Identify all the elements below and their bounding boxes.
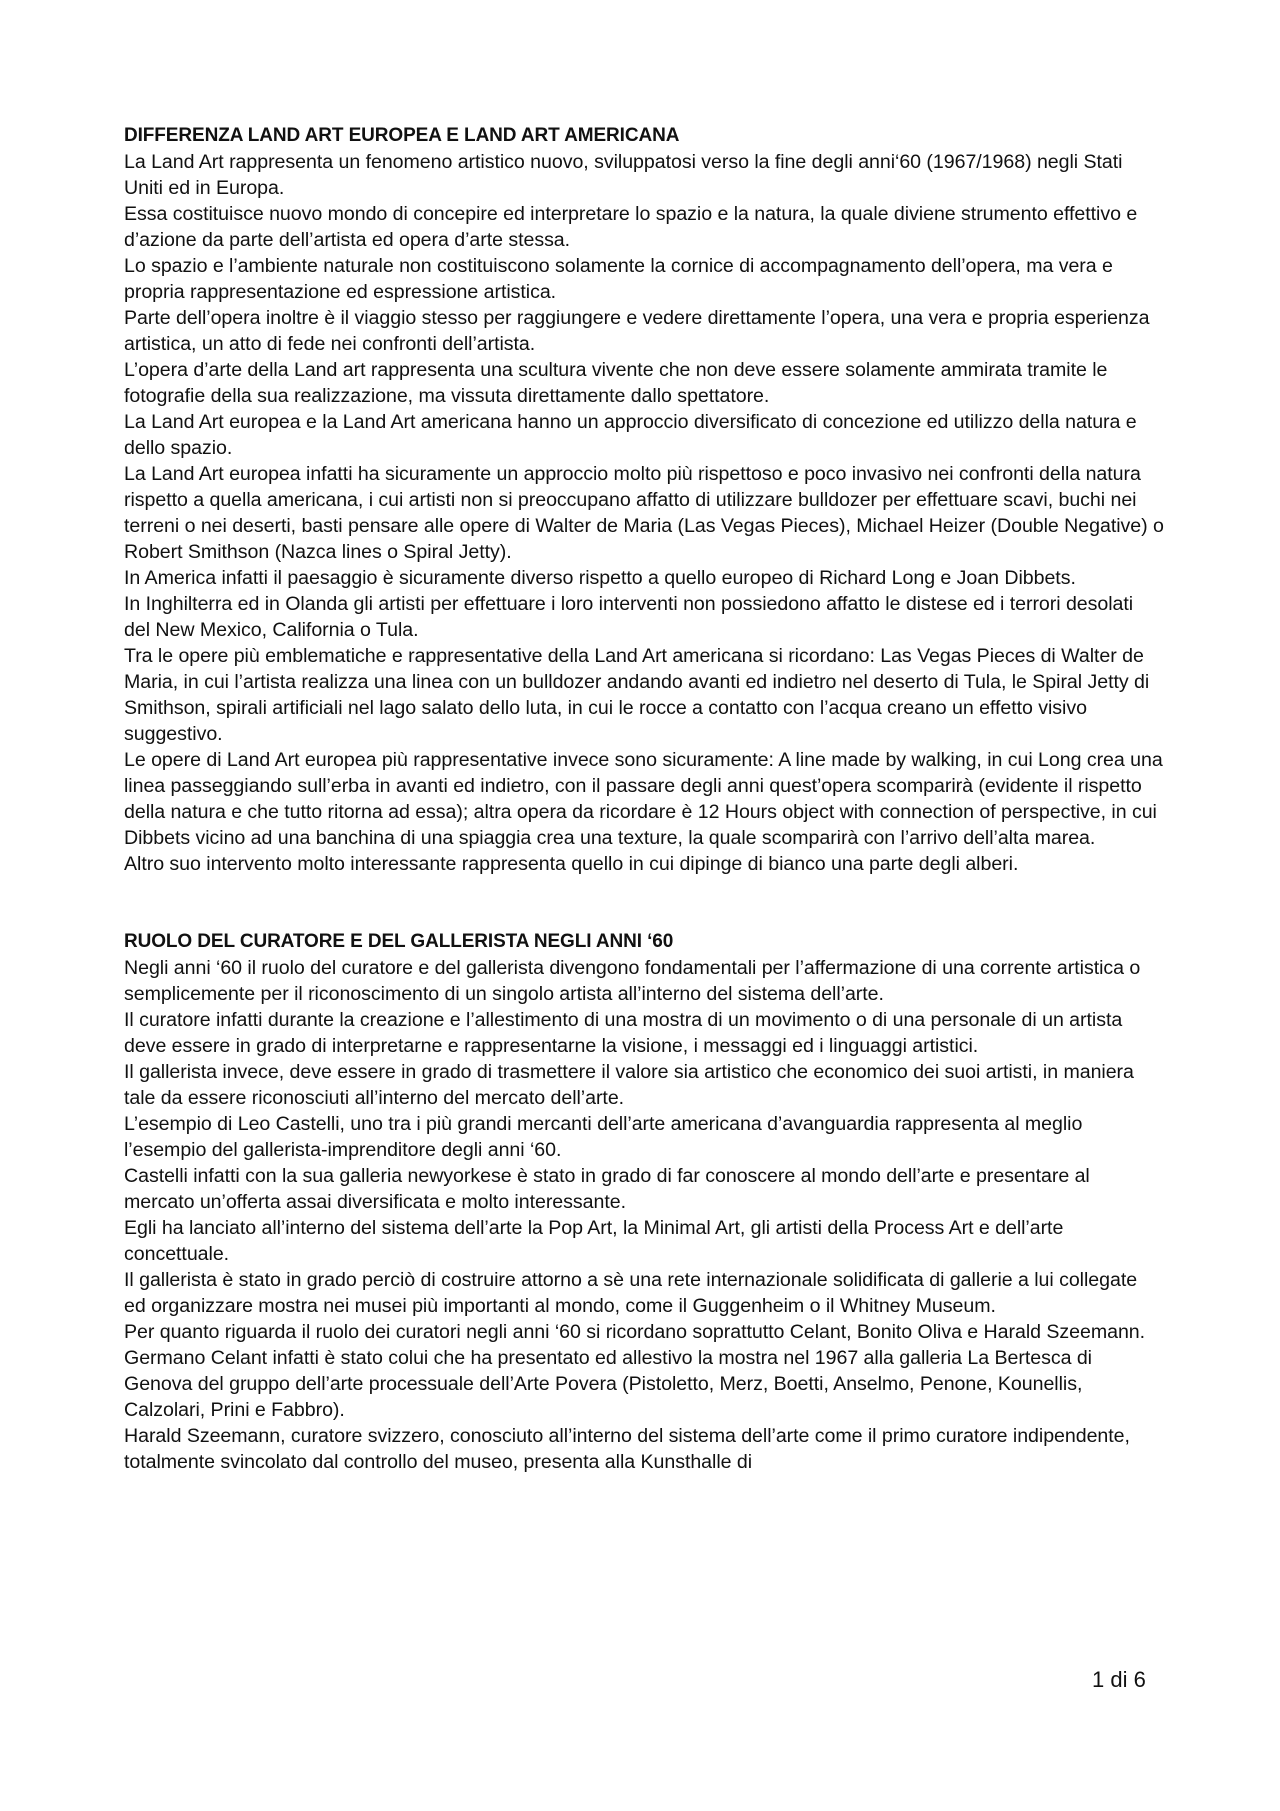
paragraph: La Land Art rappresenta un fenomeno artistico nuovo, sviluppatosi verso la fine degli anni‘60 (1967/1968) negli Stati Uniti ed in Europa.	[124, 151, 1123, 199]
paragraph: Castelli infatti con la sua galleria newyorkese è stato in grado di far conoscere al mondo dell’arte e presentare al mercato un’offerta assai diversificata e molto interessante.	[124, 1165, 1090, 1213]
paragraph: Lo spazio e l’ambiente naturale non costituiscono solamente la cornice di accompagnamento dell’opera, ma vera e propria rappresentazione ed espressione artistica.	[124, 255, 1113, 303]
paragraph: Il gallerista è stato in grado perciò di costruire attorno a sè una rete internazionale solidificata di gallerie a lui collegate ed organizzare mostra nei musei più importanti al mondo, come il Guggenheim o il Whitney Museum.	[124, 1269, 1138, 1317]
paragraph: L’opera d’arte della Land art rappresenta una scultura vivente che non deve essere solamente ammirata tramite le fotografie della sua realizzazione, ma vissuta direttamente dallo spettatore.	[124, 359, 1108, 407]
paragraph: Il gallerista invece, deve essere in grado di trasmettere il valore sia artistico che economico dei suoi artisti, in maniera tale da essere riconosciuti all’interno del mercato dell’arte.	[124, 1061, 1134, 1109]
section-curatore-gallerista	[124, 929, 1164, 1475]
page-number: 1 di 6	[1092, 1667, 1146, 1692]
paragraph: Tra le opere più emblematiche e rappresentative della Land Art americana si ricordano: Las Vegas Pieces di Walter de Maria, in cui l’artista realizza una linea con un bulldozer andando avanti ed indietro nel deserto di Tula, le Spiral Jetty di Smithson, spirali artificiali nel lago salato dello luta, in cui le rocce a contatto con l’acqua creano un effetto visivo suggestivo.	[124, 645, 1150, 745]
paragraph: Germano Celant infatti è stato colui che ha presentato ed allestivo la mostra nel 1967 alla galleria La Bertesca di Genova del gruppo dell’arte processuale dell’Arte Povera (Pistoletto, Merz, Boetti, Anselmo, Penone, Kounellis, Calzolari, Prini e Fabbro).	[124, 1347, 1092, 1421]
paragraph: Per quanto riguarda il ruolo dei curatori negli anni ‘60 si ricordano soprattutto Celant, Bonito Oliva e Harald Szeemann.	[124, 1321, 1146, 1343]
paragraph: Harald Szeemann, curatore svizzero, conosciuto all’interno del sistema dell’arte come il primo curatore indipendente, totalmente svincolato dal controllo del museo, presenta alla Kunsthalle di	[124, 1425, 1130, 1473]
paragraph: L’esempio di Leo Castelli, uno tra i più grandi mercanti dell’arte americana d’avanguardia rappresenta al meglio l’esempio del gallerista-imprenditore degli anni ‘60.	[124, 1113, 1083, 1161]
paragraph: Egli ha lanciato all’interno del sistema dell’arte la Pop Art, la Minimal Art, gli artisti della Process Art e dell’arte concettuale.	[124, 1217, 1064, 1265]
paragraph: Le opere di Land Art europea più rappresentative invece sono sicuramente: A line made by walking, in cui Long crea una linea passeggiando sull’erba in avanti ed indietro, con il passare degli anni quest’opera scomparirà (evidente il rispetto della natura e che tutto ritorna ad essa); altra opera da ricordare è 12 Hours object with connection of perspective, in cui Dibbets vicino ad una banchina di una spiaggia crea una texture, la quale scomparirà con l’arrivo dell’alta marea.	[124, 749, 1163, 849]
paragraph: Parte dell’opera inoltre è il viaggio stesso per raggiungere e vedere direttamente l’opera, una vera e propria esperienza artistica, un atto di fede nei confronti dell’artista.	[124, 307, 1150, 355]
section-title: RUOLO DEL CURATORE E DEL GALLERISTA NEGLI ANNI ‘60	[124, 931, 674, 952]
paragraph: Negli anni ‘60 il ruolo del curatore e del gallerista divengono fondamentali per l’affermazione di una corrente artistica o semplicemente per il riconoscimento di un singolo artista all’interno del sistema dell’arte.	[124, 957, 1141, 1005]
section-title: DIFFERENZA LAND ART EUROPEA E LAND ART AMERICANA	[124, 125, 680, 146]
paragraph: Altro suo intervento molto interessante rappresenta quello in cui dipinge di bianco una parte degli alberi.	[124, 853, 1019, 875]
paragraph: La Land Art europea e la Land Art americana hanno un approccio diversificato di concezione ed utilizzo della natura e dello spazio.	[124, 411, 1137, 459]
paragraph: Essa costituisce nuovo mondo di concepire ed interpretare lo spazio e la natura, la quale diviene strumento effettivo e d’azione da parte dell’artista ed opera d’arte stessa.	[124, 203, 1138, 251]
section-land-art	[124, 123, 1164, 877]
paragraph: Il curatore infatti durante la creazione e l’allestimento di una mostra di un movimento o di una personale di un artista deve essere in grado di interpretarne e rappresentarne la visione, i messaggi ed i linguaggi artistici.	[124, 1009, 1123, 1057]
paragraph: In Inghilterra ed in Olanda gli artisti per effettuare i loro interventi non possiedono affatto le distese ed i terrori desolati del New Mexico, California o Tula.	[124, 593, 1134, 641]
section-spacer	[124, 877, 1164, 929]
document-page	[124, 123, 1164, 1475]
paragraph: La Land Art europea infatti ha sicuramente un approccio molto più rispettoso e poco invasivo nei confronti della natura rispetto a quella americana, i cui artisti non si preoccupano affatto di utilizzare bulldozer per effettuare scavi, buchi nei terreni o nei deserti, basti pensare alle opere di Walter de Maria (Las Vegas Pieces), Michael Heizer (Double Negative) o Robert Smithson (Nazca lines o Spiral Jetty).	[124, 463, 1164, 563]
paragraph: In America infatti il paesaggio è sicuramente diverso rispetto a quello europeo di Richard Long e Joan Dibbets.	[124, 567, 1076, 589]
